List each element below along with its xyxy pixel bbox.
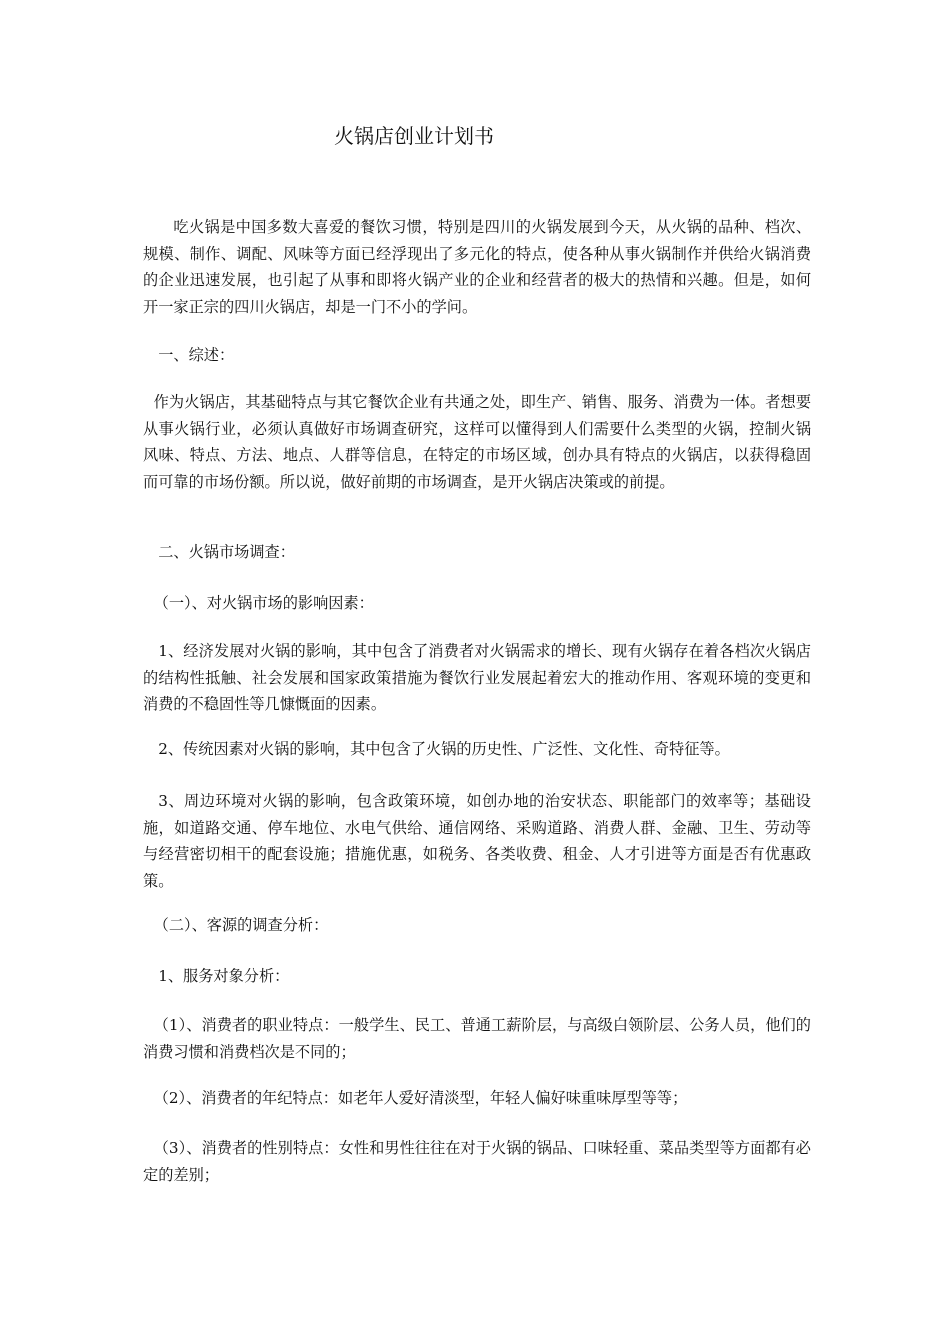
paragraph-environment-factor: 3、周边环境对火锅的影响，包含政策环境，如创办地的治安状态、职能部门的效率等；基础设施，如道路交通、停车地位、水电气供给、通信网络、采购道路、消费人群、金融、卫生、劳动等与经营密切相干的配套设施；措施优惠，如税务、各类收费、租金、人才引进等方面是否有优惠政策。 xyxy=(143,792,811,890)
subsection-heading-customer-analysis: （二）、客源的调查分析： xyxy=(153,916,329,934)
document-title: 火锅店创业计划书 xyxy=(334,124,494,148)
paragraph-service-target: 1、服务对象分析： xyxy=(158,967,290,985)
paragraph-age: （2）、消费者的年纪特点：如老年人爱好清淡型，年轻人偏好味重味厚型等等； xyxy=(153,1089,688,1107)
paragraph-economic-factor: 1、经济发展对火锅的影响，其中包含了消费者对火锅需求的增长、现有火锅存在着各档次火锅店的结构性抵触、社会发展和国家政策措施为餐饮行业发展起着宏大的推动作用、客观环境的变更和消费的不稳固性等几慷慨面的因素。 xyxy=(143,642,811,713)
paragraph-gender: （3）、消费者的性别特点：女性和男性往往在对于火锅的锅品、口味轻重、菜品类型等方面都有必定的差别； xyxy=(143,1139,811,1184)
section-heading-market-research: 二、火锅市场调查： xyxy=(158,543,295,561)
section-heading-overview: 一、综述： xyxy=(158,346,235,364)
paragraph-intro: 吃火锅是中国多数大喜爱的餐饮习惯，特别是四川的火锅发展到今天，从火锅的品种、档次、规模、制作、调配、风味等方面已经浮现出了多元化的特点，使各种从事火锅制作并供给火锅消费的企业迅速发展，也引起了从事和即将火锅产业的企业和经营者的极大的热情和兴趣。但是，如何开一家正宗的四川火锅店，却是一门不小的学问。 xyxy=(143,218,811,316)
subsection-heading-influence-factors: （一）、对火锅市场的影响因素： xyxy=(153,594,374,612)
paragraph-overview: 作为火锅店，其基础特点与其它餐饮企业有共通之处，即生产、销售、服务、消费为一体。者想要从事火锅行业，必须认真做好市场调查研究，这样可以懂得到人们需要什么类型的火锅，控制火锅风味、特点、方法、地点、人群等信息，在特定的市场区域，创办具有特点的火锅店，以获得稳固而可靠的市场份额。所以说，做好前期的市场调查，是开火锅店决策或的前提。 xyxy=(143,393,811,491)
paragraph-occupation: （1）、消费者的职业特点：一般学生、民工、普通工薪阶层，与高级白领阶层、公务人员，他们的消费习惯和消费档次是不同的； xyxy=(143,1016,811,1061)
paragraph-traditional-factor: 2、传统因素对火锅的影响，其中包含了火锅的历史性、广泛性、文化性、奇特征等。 xyxy=(158,740,730,758)
